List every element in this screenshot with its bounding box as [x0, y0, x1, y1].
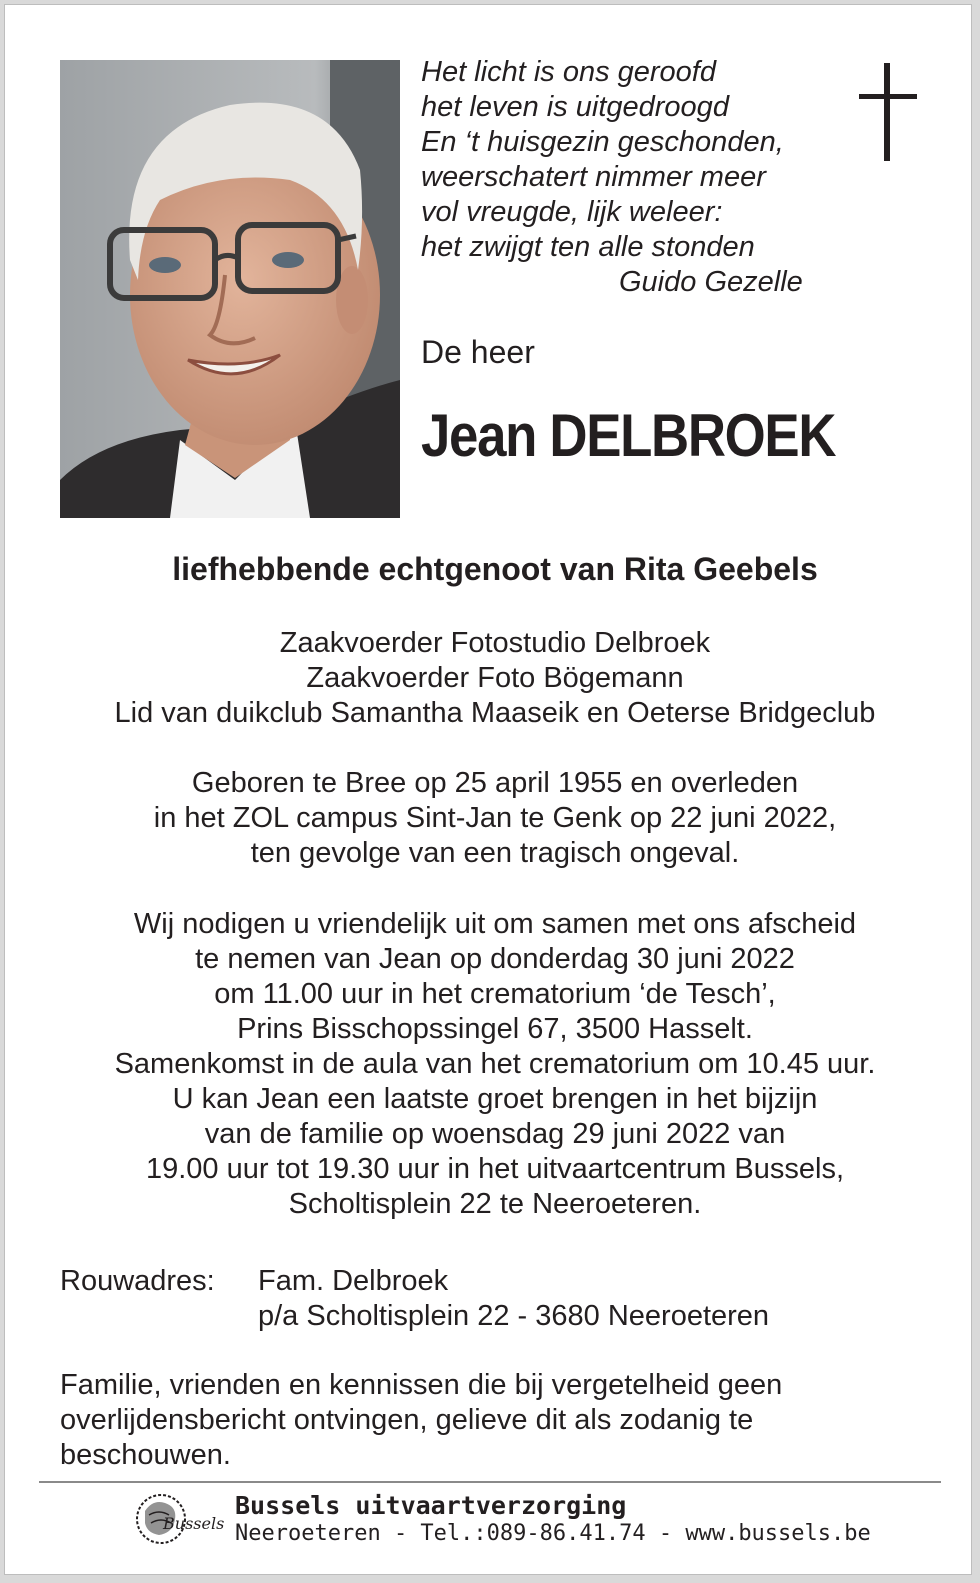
poem-line: Het licht is ons geroofd [421, 56, 716, 88]
function-item: Zaakvoerder Fotostudio Delbroek [279, 627, 711, 659]
paragraph-line: Samenkomst in de aula van het crematorium om 10.45 uur. [114, 1048, 876, 1080]
address-line: Fam. Delbroek [258, 1265, 449, 1297]
poem-line: het zwijgt ten alle stonden [421, 231, 755, 263]
birth-death-paragraph [5, 766, 980, 871]
poem [421, 55, 841, 300]
address-label: Rouwadres: [60, 1265, 215, 1297]
paragraph-line: U kan Jean een laatste groet brengen in het bijzijn [172, 1083, 818, 1115]
paragraph-line: Familie, vrienden en kennissen die bij vergetelheid geen [60, 1369, 783, 1401]
poem-line: het leven is uitgedroogd [421, 91, 729, 123]
poem-author: Guido Gezelle [619, 266, 803, 298]
paragraph-line: Geboren te Bree op 25 april 1955 en overleden [191, 767, 799, 799]
spouse-line: liefhebbende echtgenoot van Rita Geebels [172, 551, 818, 587]
paragraph-line: overlijdensbericht ontvingen, gelieve dit als zodanig te [60, 1404, 754, 1436]
paragraph-line: Wij nodigen u vriendelijk uit om samen met ons afscheid [133, 908, 857, 940]
footer-divider [39, 1481, 941, 1483]
company-contact: Neeroeteren - Tel.:089-86.41.74 - www.bussels.be [235, 1521, 871, 1546]
bussels-logo [131, 1489, 229, 1549]
notice-paragraph [60, 1368, 860, 1473]
paragraph-line: 19.00 uur tot 19.30 uur in het uitvaartcentrum Bussels, [145, 1153, 844, 1185]
logo-text: Bussels [163, 1514, 225, 1533]
paragraph-line: te nemen van Jean op donderdag 30 juni 2022 [195, 943, 795, 975]
deceased-name: Jean DELBROEK [421, 402, 836, 469]
address-line: p/a Scholtisplein 22 - 3680 Neeroeteren [258, 1300, 770, 1332]
poem-line: weerschatert nimmer meer [421, 161, 766, 193]
paragraph-line: van de familie op woensdag 29 juni 2022 van [204, 1118, 786, 1150]
paragraph-line: in het ZOL campus Sint-Jan te Genk op 22 juni 2022, [153, 802, 837, 834]
company-name: Bussels uitvaartverzorging [235, 1491, 627, 1520]
paragraph-line: Prins Bisschopssingel 67, 3500 Hasselt. [237, 1013, 753, 1045]
portrait-photo [60, 60, 400, 518]
poem-line: En ‘t huisgezin geschonden, [421, 126, 784, 158]
poem-line: vol vreugde, lijk weleer: [421, 196, 723, 228]
function-item: Zaakvoerder Foto Bögemann [306, 662, 684, 694]
paragraph-line: Scholtisplein 22 te Neeroeteren. [288, 1188, 702, 1220]
function-item: Lid van duikclub Samantha Maaseik en Oeterse Bridgeclub [114, 697, 876, 729]
paragraph-line: om 11.00 uur in het crematorium ‘de Tesch’, [214, 978, 776, 1010]
obituary-card [4, 4, 972, 1575]
honorific: De heer [421, 334, 535, 370]
paragraph-line: ten gevolge van een tragisch ongeval. [250, 837, 740, 869]
functions-list [5, 626, 980, 731]
latin-cross-icon [859, 63, 917, 161]
paragraph-line: beschouwen. [60, 1439, 231, 1471]
invitation-paragraph [5, 907, 980, 1222]
